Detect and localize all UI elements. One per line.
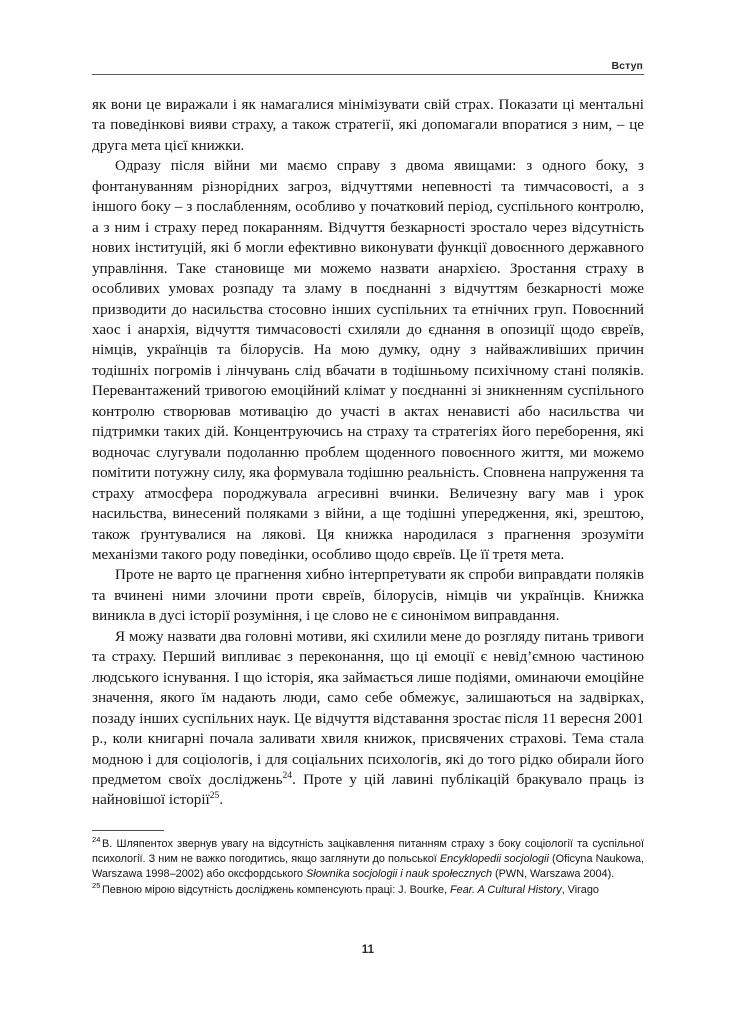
footnote-24-italic-a: Encyklopedii socjologii [439,853,549,866]
body-paragraph-4-text-b: . Проте у цій лавині публікацій бракувало праць із найновішої історії [92,771,644,809]
footnote-24-text-b: (Oficyna Naukowa, Warszawa 1998–2002) або оксфордського [92,853,645,881]
footnote-24-italic-b: Słownika socjologii i nauk społecznych [306,868,493,881]
body-paragraph-4-text-c: . [219,792,224,809]
body-text-column [92,95,644,811]
footnote-25-text-b: , Virago [561,884,599,897]
footnote-25-marker: 25 [92,881,101,891]
footnote-24-text-a: В. Шляпентох звернув увагу на відсутність зацікавлення питанням страху з боку соціології та суспільної психології. З ним не важко погодитись, якщо заглянути до польської [92,838,644,866]
running-head-label: Вступ [611,60,643,72]
body-paragraph-4-text-a: Я можу назвати два головні мотиви, які схилили мене до розгляду питань тривоги та страху. Перший випливає з переконання, що ці емоції є невід’ємною частиною людського існування. І що історія, яка займається лише подіями, оминаючи емоційне значення, якого їм надають люди, само себе обмежує, залишаються на задвірках, позаду інших суспільних наук. Це відчуття відставання зростає після 11 вересня 2001 р., коли книгарні почала заливати хвиля книжок, присвячених страхові. Тема стала модною і для соціологів, і для соціальних психологів, які до того рідко обирали його предметом своїх досліджень [92,628,644,788]
running-head [92,60,644,75]
footnote-separator-rule [92,830,164,831]
body-paragraph-1: як вони це виражали і як намагалися мінімізувати свій страх. Показати ці ментальні та поведінкові вияви страху, а також стратегії, які допомагали впоратися з ним, – це друга мета цієї книжки. [92,97,644,154]
body-paragraph-3: Проте не варто це прагнення хибно інтерпретувати як спроби виправдати поляків та вчинені ними злочини проти євреїв, білорусів, німців чи українців. Книжка виникла в дусі історії розуміння, і це слово не є синонімом виправдання. [92,567,644,625]
body-paragraph-4 [92,627,644,811]
page-number: 11 [361,944,375,956]
footnote-25-text-a: Певною мірою відсутність досліджень компенсують праці: J. Bourke, [101,884,451,897]
footnote-block [92,830,644,898]
footnote-reference-25[interactable]: 25 [209,790,220,802]
body-paragraph-2: Одразу після війни ми маємо справу з двома явищами: з одного боку, з фонтануванням різнорідних загроз, відчуттями непевності та тимчасовості, а з іншого боку – з послабленням, особливо у початковий період, суспільного контролю, а з ним і страху перед покаранням. Відчуття безкарності зростало через відсутність нових інституцій, які б могли ефективно виконувати функції довоєнного державного управління. Таке становище ми можемо назвати анархією. Зростання страху в особливих умовах розпаду та зламу в поєднанні з відчуттям безкарності може призводити до насильства стосовно інших суспільних та етнічних груп. Повоєнний хаос і анархія, відчуття тимчасовості схиляли до єднання в опозиції щодо євреїв, німців, українців та білорусів. На мою думку, одну з найважливіших причин тодішніх погромів і лінчувань слід вбачати в тодішньому психічному стані поляків. Перевантажений тривогою емоційний клімат у поєднанні зі зникненням суспільного контролю створював мотивацію до участі в актах ненависті або насильства чи підтримки таких дій. Концентруючись на страху та стратегіях його переборення, які водночас слугували подоланню проблем щоденного повоєнного життя, ми можемо помітити потужну силу, яка формувала тодішню реальність. Сповнена напруження та страху атмосфера породжувала агресивні вчинки. Величезну вагу мав і урок насильства, винесений поляками з війни, а ще тодішні упередження, які, зрештою, також ґрунтувалися на лякові. Ця книжка народилася з прагнення зрозуміти механізми такого роду поведінки, особливо щодо євреїв. Це її третя мета. [92,158,644,563]
footnote-24 [92,837,644,883]
footnote-24-text-c: (PWN, Warszawa 2004). [492,868,615,881]
footnote-24-marker: 24 [92,835,101,845]
footnote-reference-24[interactable]: 24 [282,769,293,781]
footnote-25-italic-a: Fear. A Cultural History [450,884,562,897]
running-head-rule [92,74,644,75]
footnote-25 [92,883,644,898]
